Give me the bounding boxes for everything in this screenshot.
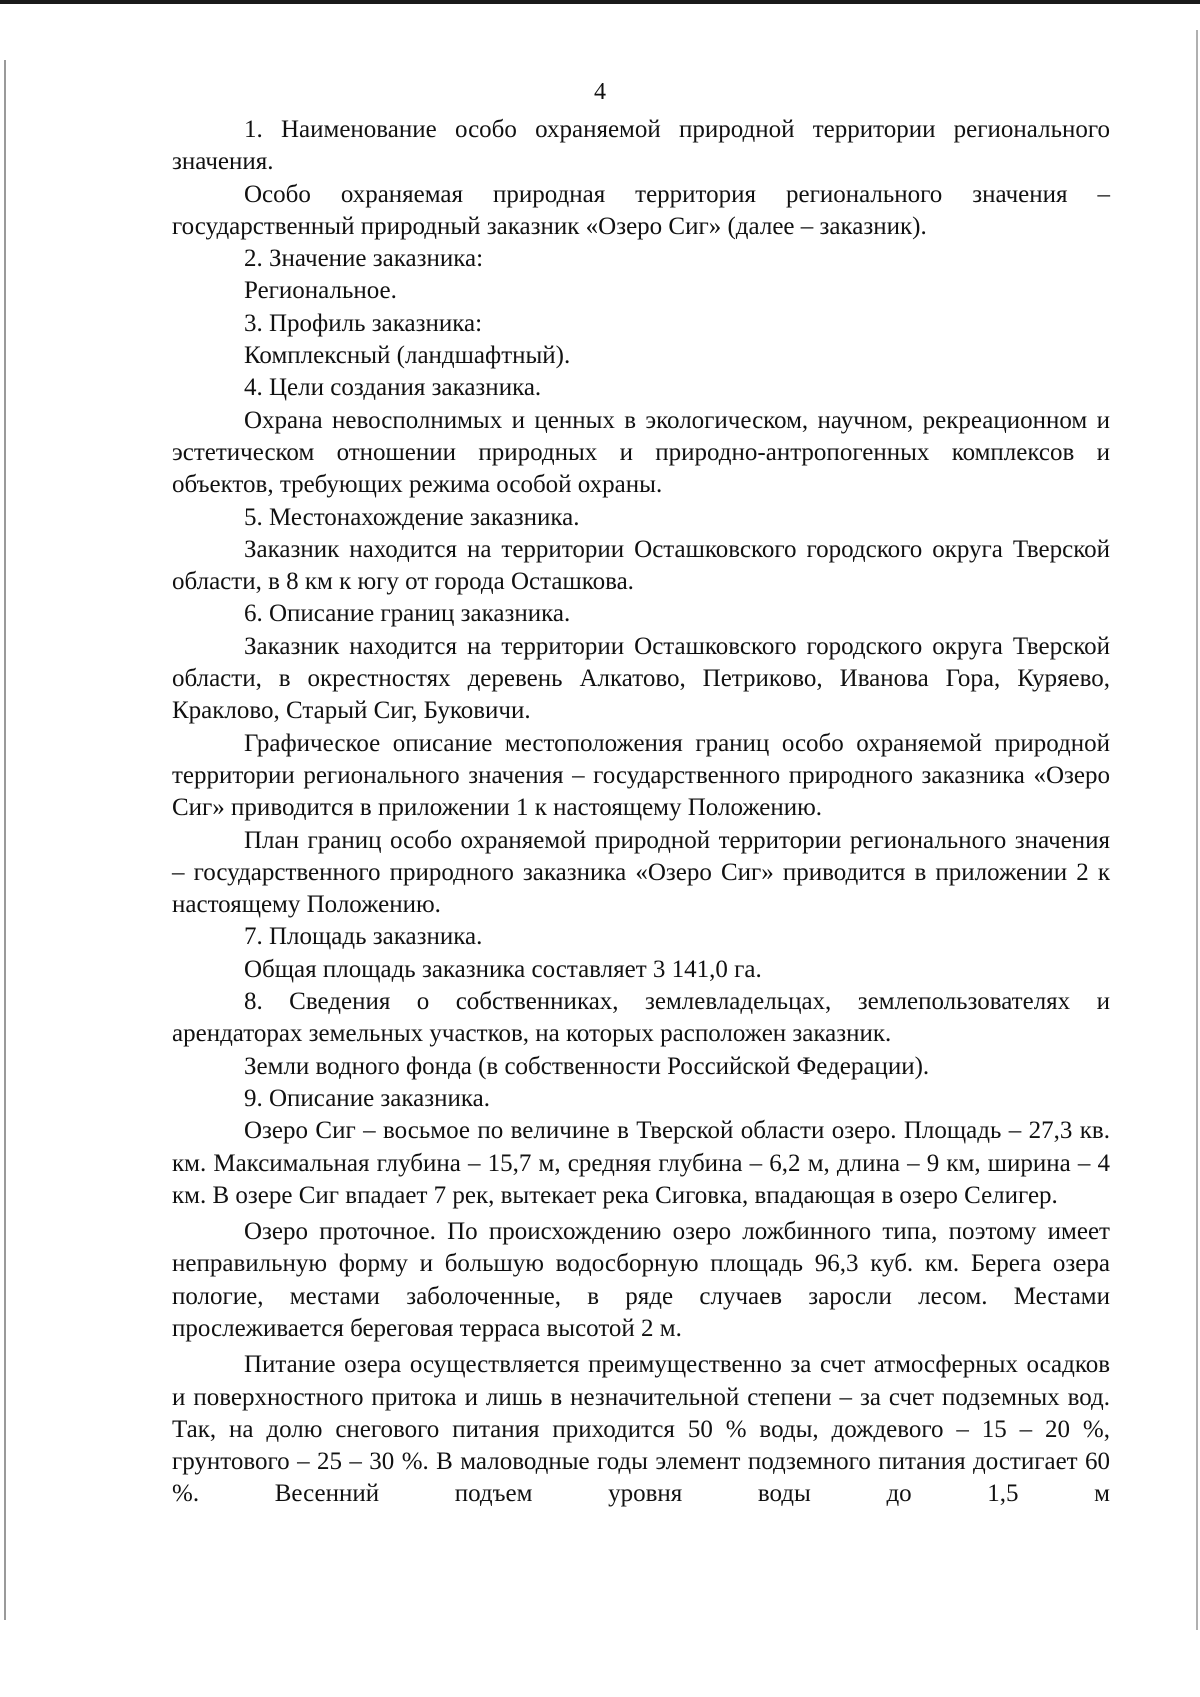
- paragraph-section-2-text: Региональное.: [244, 277, 397, 305]
- paragraph-section-6-heading: 6. Описание границ заказника.: [244, 600, 571, 628]
- paragraph-section-1-heading: 1. Наименование особо охраняемой природной территории регионального значения.: [172, 116, 1110, 176]
- scan-edge-top: [0, 0, 1200, 4]
- paragraph-section-9-lake-feeding: Питание озера осуществляется преимущественно за счет атмосферных осадков и поверхностного притока и лишь в незначительной степени – за счет подземных вод. Так, на долю снегового питания приходится 50 % воды, дождевого – 15 – 20 %, грунтового – 25 – 30 %. В маловодные годы элемент подземного питания достигает 60 %. Весенний подъем уровня воды до 1,5 м: [172, 1351, 1110, 1508]
- scan-edge-right: [1196, 30, 1198, 1630]
- paragraph-section-6-text: Заказник находится на территории Осташковского городского округа Тверской области, в окрестностях деревень Алкатово, Петриково, Иванова Гора, Куряево, Краклово, Старый Сиг, Буковичи.: [172, 632, 1110, 725]
- paragraph-section-8-heading: 8. Сведения о собственниках, землевладельцах, землепользователях и арендаторах земельных участков, на которых расположен заказник.: [172, 988, 1110, 1048]
- paragraph-section-6-boundary-plan: План границ особо охраняемой природной территории регионального значения – государственного природного заказника «Озеро Сиг» приводится в приложении 2 к настоящему Положению.: [172, 826, 1110, 919]
- paragraph-section-5-heading: 5. Местонахождение заказника.: [244, 503, 580, 531]
- paragraph-section-8-text: Земли водного фонда (в собственности Российской Федерации).: [244, 1052, 930, 1080]
- paragraph-section-5-text: Заказник находится на территории Осташковского городского округа Тверской области, в 8 км к югу от города Осташкова.: [172, 535, 1110, 596]
- paragraph-section-9-lake-size: Озеро Сиг – восьмое по величине в Тверской области озеро. Площадь – 27,3 кв. км. Максимальная глубина – 15,7 м, средняя глубина – 6,2 м, длина – 9 км, ширина – 4 км. В озере Сиг впадает 7 рек, вытекает река Сиговка, впадающая в озеро Селигер.: [172, 1117, 1110, 1209]
- scan-edge-left: [4, 60, 6, 1620]
- paragraph-section-4-heading: 4. Цели создания заказника.: [244, 374, 542, 402]
- page-number: 4: [594, 79, 606, 105]
- paragraph-section-2-heading: 2. Значение заказника:: [244, 245, 484, 273]
- document-body: [172, 114, 1110, 1511]
- paragraph-section-7-text: Общая площадь заказника составляет 3 141,0 га.: [244, 955, 762, 983]
- paragraph-section-1-text: Особо охраняемая природная территория регионального значения – государственный природный заказник «Озеро Сиг» (далее – заказник).: [172, 180, 1110, 240]
- paragraph-section-9-lake-origin: Озеро проточное. По происхождению озеро ложбинного типа, поэтому имеет неправильную форму и большую водосборную площадь 96,3 куб. км. Берега озера пологие, местами заболоченные, в ряде случаев заросли лесом. Местами прослеживается береговая терраса высотой 2 м.: [172, 1218, 1110, 1342]
- paragraph-section-3-heading: 3. Профиль заказника:: [244, 309, 483, 337]
- paragraph-section-7-heading: 7. Площадь заказника.: [244, 923, 483, 951]
- paragraph-section-4-text: Охрана невосполнимых и ценных в экологическом, научном, рекреационном и эстетическом отношении природных и природно-антропогенных комплексов и объектов, требующих режима особой охраны.: [172, 406, 1110, 499]
- paragraph-section-9-heading: 9. Описание заказника.: [244, 1084, 490, 1112]
- paragraph-section-6-graphic-description: Графическое описание местоположения границ особо охраняемой природной территории регионального значения – государственного природного заказника «Озеро Сиг» приводится в приложении 1 к настоящему Положению.: [172, 729, 1110, 822]
- paragraph-section-3-text: Комплексный (ландшафтный).: [244, 342, 571, 370]
